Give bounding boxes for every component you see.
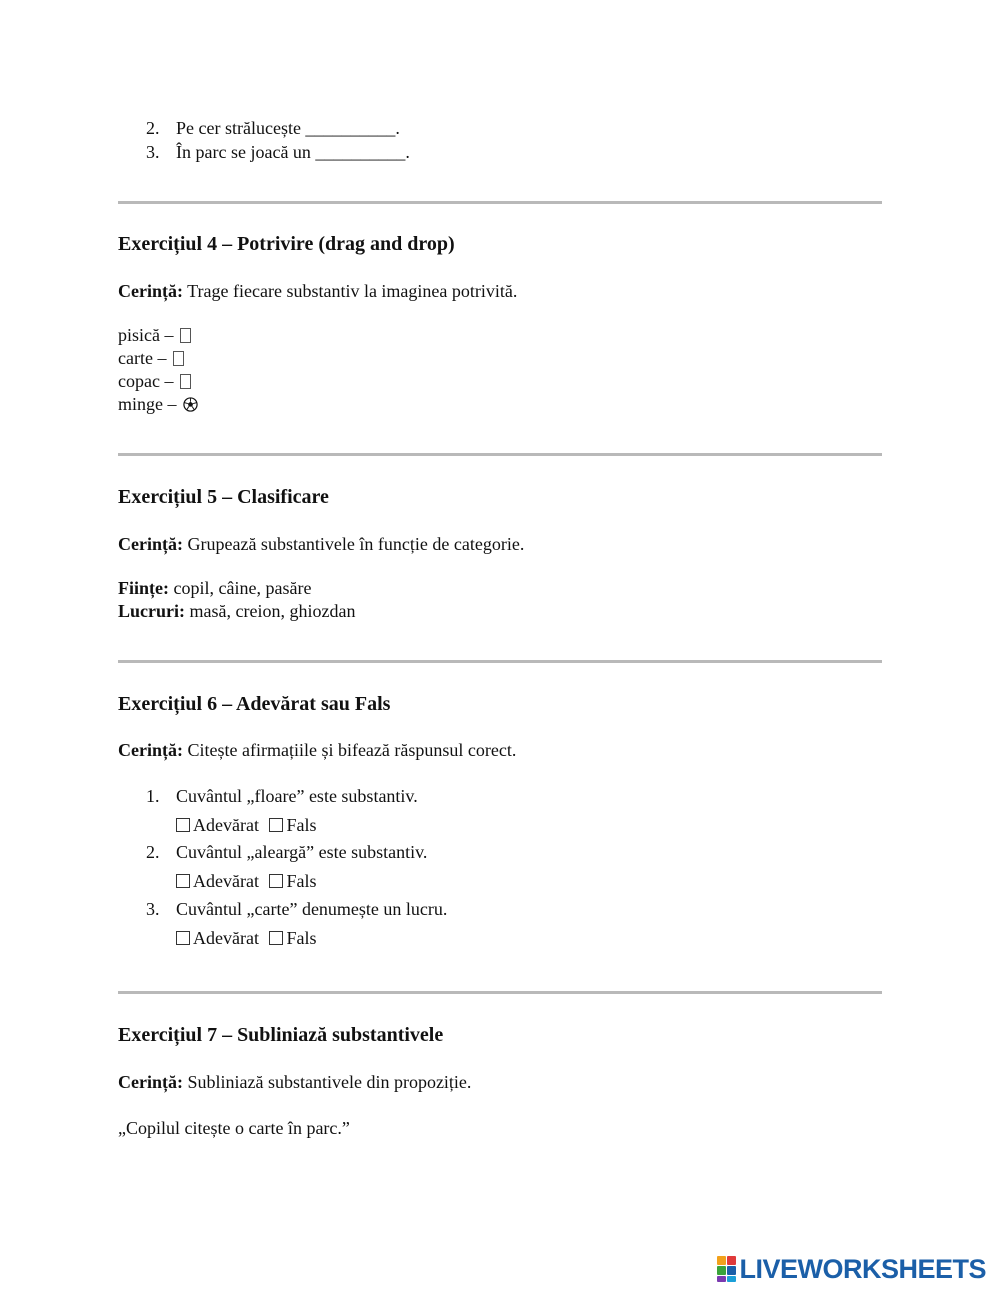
exercise-5-requirement: Cerință: Grupează substantivele în funcție de categorie. bbox=[118, 534, 525, 554]
logo-text: LIVEWORKSHEETS bbox=[739, 1253, 986, 1284]
exercise-4-title: Exercițiul 4 – Potrivire (drag and drop) bbox=[118, 233, 455, 255]
false-checkbox[interactable] bbox=[269, 931, 283, 945]
list-item: 2. Cuvântul „aleargă” este substantiv. bbox=[146, 842, 428, 862]
match-pair-cat[interactable]: pisică – bbox=[118, 325, 191, 346]
true-false-options: Adevărat Fals bbox=[176, 871, 322, 892]
exercise-4-requirement: Cerință: Trage fiecare substantiv la imaginea potrivită. bbox=[118, 281, 518, 301]
true-checkbox[interactable] bbox=[176, 931, 190, 945]
category-beings: Ființe: copil, câine, pasăre bbox=[118, 578, 312, 598]
false-checkbox[interactable] bbox=[269, 818, 283, 832]
exercise-6-title: Exercițiul 6 – Adevărat sau Fals bbox=[118, 693, 391, 715]
missing-glyph-icon[interactable] bbox=[180, 374, 191, 389]
true-false-options: Adevărat Fals bbox=[176, 928, 322, 949]
true-checkbox[interactable] bbox=[176, 818, 190, 832]
list-item: 3. În parc se joacă un __________. bbox=[146, 142, 410, 162]
section-divider bbox=[118, 991, 882, 994]
category-things: Lucruri: masă, creion, ghiozdan bbox=[118, 601, 356, 621]
sentence-blank: Pe cer strălucește __________. bbox=[176, 118, 400, 138]
match-pair-book[interactable]: carte – bbox=[118, 348, 184, 369]
section-divider bbox=[118, 453, 882, 456]
sentence-blank: În parc se joacă un __________. bbox=[176, 142, 410, 162]
list-item: 3. Cuvântul „carte” denumește un lucru. bbox=[146, 899, 448, 919]
match-pair-ball[interactable]: minge – bbox=[118, 394, 198, 415]
match-pair-tree[interactable]: copac – bbox=[118, 371, 191, 392]
section-divider bbox=[118, 660, 882, 663]
liveworksheets-mark-icon bbox=[717, 1256, 736, 1282]
exercise-6-requirement: Cerință: Citește afirmațiile și bifează răspunsul corect. bbox=[118, 740, 517, 760]
missing-glyph-icon[interactable] bbox=[173, 351, 184, 366]
section-divider bbox=[118, 201, 882, 204]
exercise-7-sentence[interactable]: „Copilul citește o carte în parc.” bbox=[118, 1118, 350, 1138]
liveworksheets-logo bbox=[717, 1253, 986, 1284]
missing-glyph-icon[interactable] bbox=[180, 328, 191, 343]
exercise-7-requirement: Cerință: Subliniază substantivele din propoziție. bbox=[118, 1072, 472, 1092]
false-checkbox[interactable] bbox=[269, 874, 283, 888]
exercise-7-title: Exercițiul 7 – Subliniază substantivele bbox=[118, 1024, 444, 1046]
soccer-ball-icon[interactable] bbox=[183, 397, 198, 412]
true-checkbox[interactable] bbox=[176, 874, 190, 888]
list-item: 2. Pe cer strălucește __________. bbox=[146, 118, 400, 138]
list-item: 1. Cuvântul „floare” este substantiv. bbox=[146, 786, 418, 806]
true-false-options: Adevărat Fals bbox=[176, 815, 322, 836]
exercise-5-title: Exercițiul 5 – Clasificare bbox=[118, 486, 329, 508]
